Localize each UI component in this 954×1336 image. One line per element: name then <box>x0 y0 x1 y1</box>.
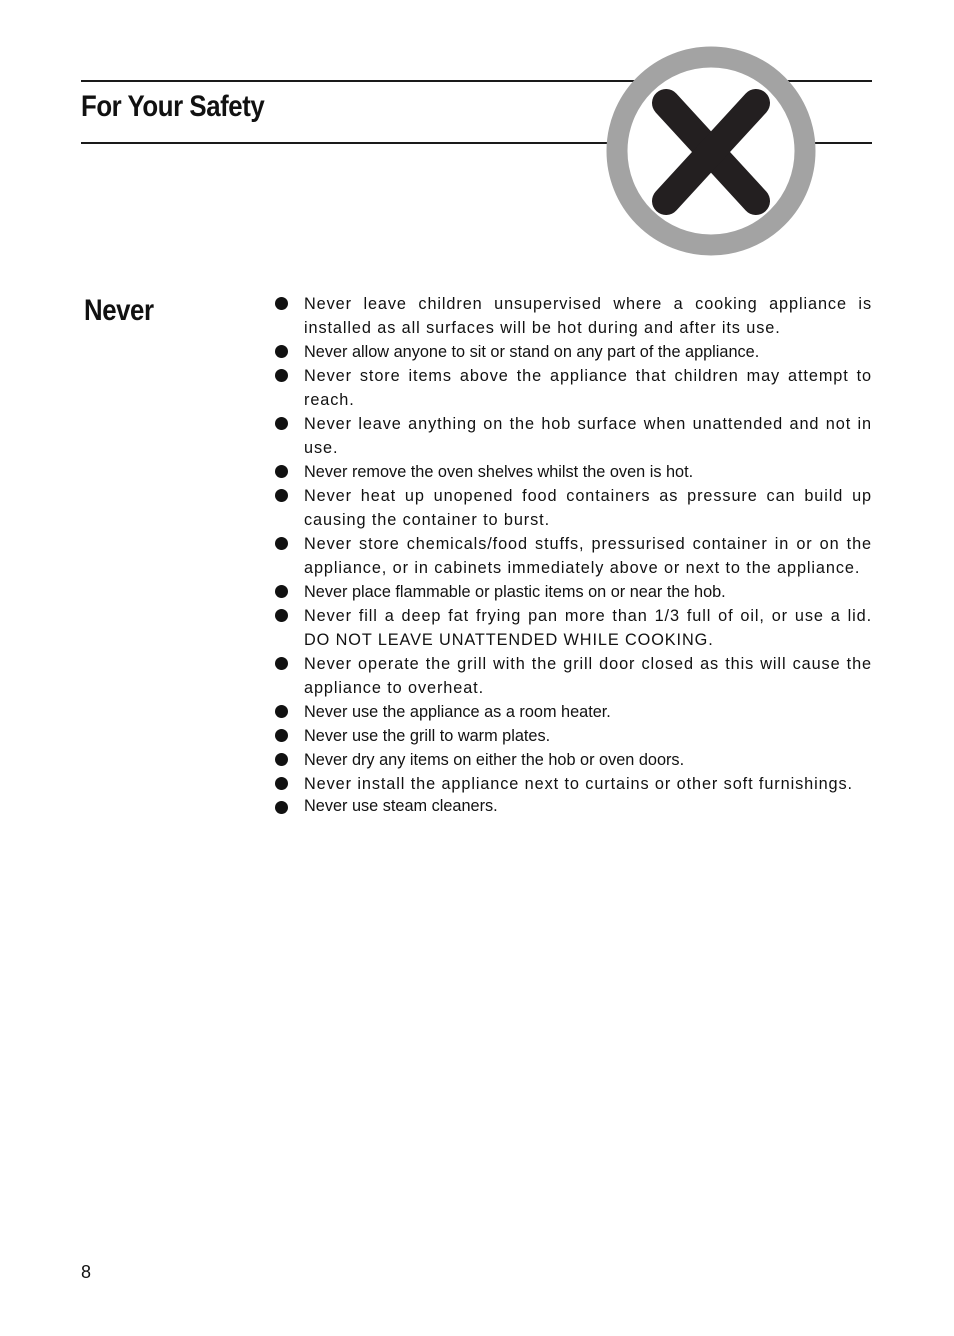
list-item-text: Never heat up unopened food containers as pressure can build up causing the container to burst. <box>304 487 872 529</box>
list-item <box>272 700 872 724</box>
bullet-icon <box>275 777 288 790</box>
bullet-icon <box>275 489 288 502</box>
list-item <box>272 580 872 604</box>
bullet-icon <box>275 417 288 430</box>
section-heading-never: Never <box>84 294 154 327</box>
bullet-icon <box>275 753 288 766</box>
list-item <box>272 484 872 532</box>
list-item <box>272 724 872 748</box>
bullet-icon <box>275 609 288 622</box>
bullet-icon <box>275 369 288 382</box>
list-item-text: Never leave anything on the hob surface when unattended and not in use. <box>304 415 872 457</box>
prohibited-cross-icon <box>605 45 817 257</box>
never-list <box>272 292 872 817</box>
page-title: For Your Safety <box>81 90 265 123</box>
list-item <box>272 460 872 484</box>
list-item-text: Never store chemicals/food stuffs, pressurised container in or on the appliance, or in cabinets immediately above or next to the appliance. <box>304 535 872 577</box>
list-item <box>272 532 872 580</box>
list-item-text: Never allow anyone to sit or stand on any part of the appliance. <box>304 343 760 361</box>
list-item <box>272 748 872 772</box>
list-item <box>272 340 872 364</box>
list-item <box>272 772 872 796</box>
list-item-text: Never fill a deep fat frying pan more than 1/3 full of oil, or use a lid. DO NOT LEAVE UNATTENDED WHILE COOKING. <box>304 607 872 649</box>
list-item-text: Never use the appliance as a room heater. <box>304 703 611 721</box>
bullet-icon <box>275 657 288 670</box>
bullet-icon <box>275 297 288 310</box>
page-number: 8 <box>81 1262 92 1282</box>
list-item <box>272 652 872 700</box>
bullet-icon <box>275 729 288 742</box>
list-item-text: Never use steam cleaners. <box>304 797 498 815</box>
bullet-icon <box>275 705 288 718</box>
list-item-text: Never operate the grill with the grill door closed as this will cause the appliance to overheat. <box>304 655 872 697</box>
list-item-text: Never place flammable or plastic items on or near the hob. <box>304 583 726 601</box>
list-item-text: Never store items above the appliance that children may attempt to reach. <box>304 367 872 409</box>
list-item-text: Never use the grill to warm plates. <box>304 727 551 745</box>
bullet-icon <box>275 585 288 598</box>
list-item-text: Never install the appliance next to curtains or other soft furnishings. <box>304 775 853 793</box>
list-item <box>272 604 872 652</box>
bullet-icon <box>275 537 288 550</box>
bullet-icon <box>275 801 288 814</box>
bullet-icon <box>275 345 288 358</box>
list-item-text: Never leave children unsupervised where a cooking appliance is installed as all surfaces will be hot during and after its use. <box>304 295 872 337</box>
list-item <box>272 796 872 817</box>
list-item <box>272 292 872 340</box>
list-item-text: Never remove the oven shelves whilst the oven is hot. <box>304 463 694 481</box>
list-item <box>272 364 872 412</box>
list-item-text: Never dry any items on either the hob or oven doors. <box>304 751 685 769</box>
bullet-icon <box>275 465 288 478</box>
list-item <box>272 412 872 460</box>
